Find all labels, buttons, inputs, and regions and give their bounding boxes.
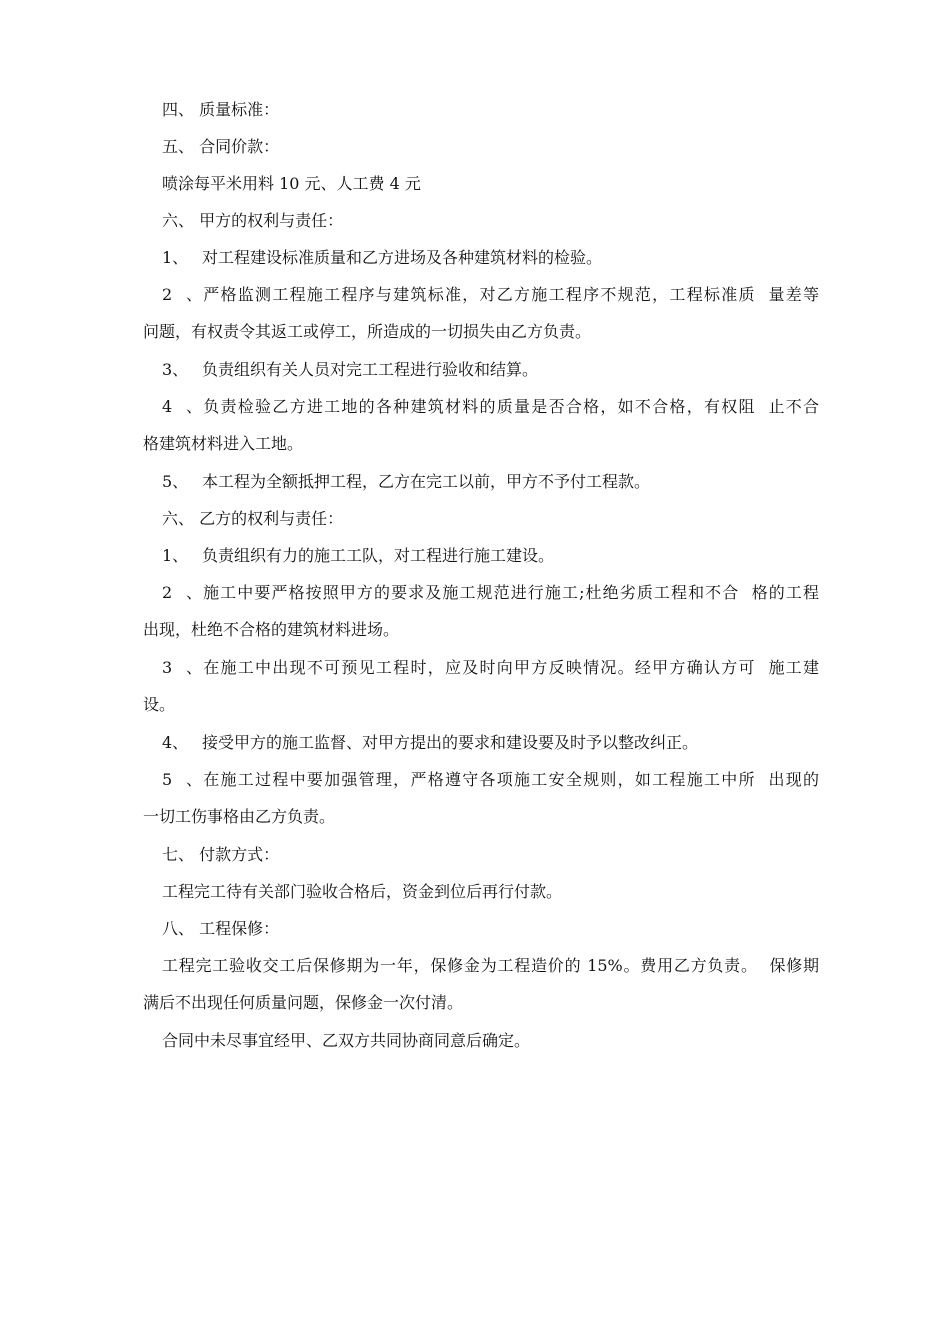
item-number: 1、 bbox=[162, 546, 189, 565]
party-b-item-1 bbox=[143, 547, 819, 565]
section-heading-party-b: 六、 乙方的权利与责任： bbox=[162, 509, 344, 528]
section-heading-party-a: 六、 甲方的权利与责任： bbox=[162, 211, 344, 230]
item-number: 2、 bbox=[162, 285, 202, 304]
item-text-line bbox=[143, 771, 819, 789]
party-b-item-4 bbox=[143, 734, 819, 752]
item-text-continuation: 设。 bbox=[143, 695, 176, 714]
item-text-line bbox=[143, 584, 819, 602]
party-a-item-3 bbox=[143, 361, 819, 379]
item-text: 严格监测工程施工程序与建筑标准，对乙方施工程序不规范，工程标准质 量差等 bbox=[202, 285, 819, 304]
item-text: 负责组织有力的施工工队，对工程进行施工建设。 bbox=[202, 546, 555, 565]
item-number: 5、 bbox=[162, 770, 202, 789]
item-text-line bbox=[143, 398, 819, 416]
item-number: 2、 bbox=[162, 583, 202, 602]
item-text: 在施工中出现不可预见工程时，应及时向甲方反映情况。经甲方确认方可 施工建 bbox=[202, 658, 819, 677]
party-b-item-5 bbox=[143, 771, 819, 826]
party-a-item-5 bbox=[143, 473, 819, 491]
payment-detail: 工程完工待有关部门验收合格后，资金到位后再行付款。 bbox=[162, 882, 563, 901]
item-text-line bbox=[143, 659, 819, 677]
warranty-text-line: 工程完工验收交工后保修期为一年，保修金为工程造价的 15%。费用乙方负责。 保修期 bbox=[162, 956, 819, 975]
item-number: 5、 bbox=[162, 472, 189, 491]
section-heading-payment: 七、 付款方式： bbox=[162, 845, 280, 864]
item-number: 1、 bbox=[162, 248, 189, 267]
item-text-continuation: 问题，有权责令其返工或停工，所造成的一切损失由乙方负责。 bbox=[143, 322, 592, 341]
item-number: 3、 bbox=[162, 658, 202, 677]
warranty-text-continuation: 满后不出现任何质量问题，保修金一次付清。 bbox=[143, 993, 464, 1012]
item-text: 对工程建设标准质量和乙方进场及各种建筑材料的检验。 bbox=[202, 248, 603, 267]
document-body bbox=[143, 101, 819, 1069]
closing-clause: 合同中未尽事宜经甲、乙双方共同协商同意后确定。 bbox=[162, 1031, 531, 1050]
item-text: 本工程为全额抵押工程，乙方在完工以前，甲方不予付工程款。 bbox=[202, 472, 651, 491]
party-b-item-3 bbox=[143, 659, 819, 714]
item-text: 负责检验乙方进工地的各种建筑材料的质量是否合格，如不合格，有权阻 止不合 bbox=[202, 397, 819, 416]
party-a-item-1 bbox=[143, 249, 819, 267]
section-heading-price: 五、 合同价款： bbox=[162, 137, 280, 156]
item-text: 负责组织有关人员对完工工程进行验收和结算。 bbox=[202, 360, 539, 379]
item-number: 3、 bbox=[162, 360, 189, 379]
item-number: 4、 bbox=[162, 733, 189, 752]
price-detail: 喷涂每平米用料 10 元、人工费 4 元 bbox=[162, 174, 421, 193]
section-heading-quality: 四、 质量标准： bbox=[162, 100, 280, 119]
party-a-item-2 bbox=[143, 286, 819, 341]
item-number: 4、 bbox=[162, 397, 202, 416]
party-b-item-2 bbox=[143, 584, 819, 639]
item-text-continuation: 一切工伤事格由乙方负责。 bbox=[143, 807, 336, 826]
item-text-line bbox=[143, 286, 819, 304]
party-a-item-4 bbox=[143, 398, 819, 453]
warranty-detail bbox=[143, 957, 819, 1012]
item-text: 在施工过程中要加强管理，严格遵守各项施工安全规则，如工程施工中所 出现的 bbox=[202, 770, 819, 789]
item-text-continuation: 出现，杜绝不合格的建筑材料进场。 bbox=[143, 620, 400, 639]
item-text-continuation: 格建筑材料进入工地。 bbox=[143, 434, 304, 453]
item-text: 接受甲方的施工监督、对甲方提出的要求和建设要及时予以整改纠正。 bbox=[202, 733, 699, 752]
item-text: 施工中要严格按照甲方的要求及施工规范进行施工;杜绝劣质工程和不合 格的工程 bbox=[202, 583, 819, 602]
section-heading-warranty: 八、 工程保修： bbox=[162, 919, 280, 938]
